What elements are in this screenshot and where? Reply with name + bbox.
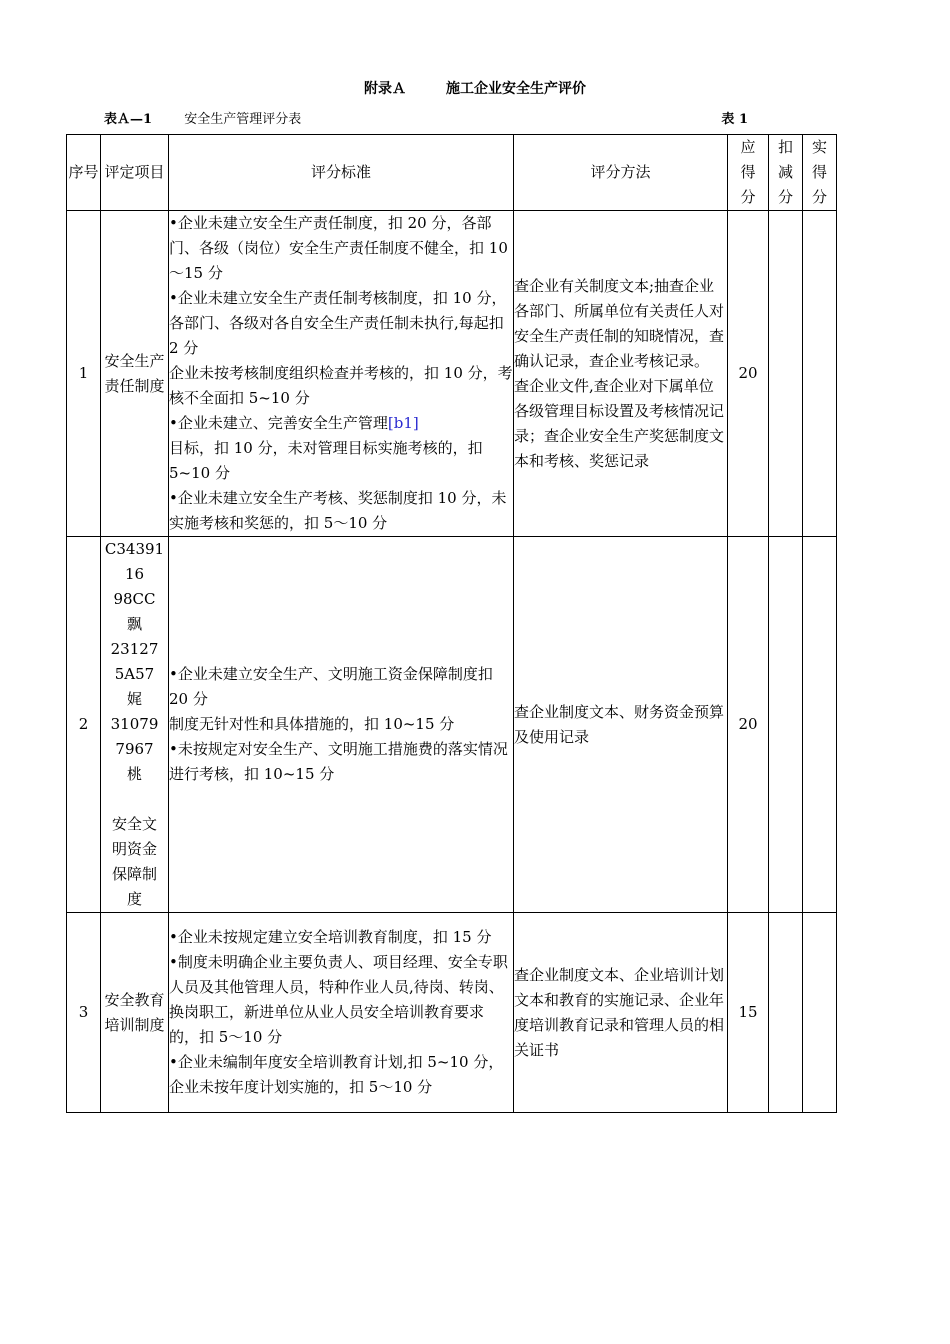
header-method: 评分方法 (514, 135, 728, 211)
document-title (0, 78, 950, 98)
appendix-title: 施工企业安全生产评价 (446, 81, 586, 97)
row-item: 安全教育培训制度 (101, 913, 169, 1113)
table-name: 安全生产管理评分表 (184, 112, 302, 127)
row-item: 安全生产责任制度 (101, 211, 169, 537)
row-standard: •企业未按规定建立安全培训教育制度，扣 15 分 •制度未明确企业主要负责人、项目经理、安全专职人员及其他管理人员，特种作业人员,待岗、转岗、换岗职工，新进单位从业人员安全培训教育要求的，扣 5～10 分 •企业未编制年度安全培训教育计划,扣 5~10 分，企业未按年度计划实施的，扣 5～10 分 (169, 913, 514, 1113)
row-deduct-score[interactable] (769, 537, 803, 913)
scoring-table (66, 134, 837, 1113)
header-row (67, 135, 837, 211)
header-deduct-score: 扣 减 分 (769, 135, 803, 211)
row-method: 查企业制度文本、企业培训计划文本和教育的实施记录、企业年度培训教育记录和管理人员的相关证书 (514, 913, 728, 1113)
row-item: C34391 16 98CC 飘 23127 5A57 娓 31079 7967 桃 安全文 明资金 保障制 度 (101, 537, 169, 913)
header-standard: 评分标准 (169, 135, 514, 211)
row-method: 查企业制度文本、财务资金预算及使用记录 (514, 537, 728, 913)
table-number: 表 1 (721, 112, 748, 127)
row-deduct-score[interactable] (769, 913, 803, 1113)
row-due-score: 20 (728, 211, 769, 537)
row-method: 查企业有关制度文本;抽查企业各部门、所属单位有关责任人对安全生产责任制的知晓情况，查确认记录，查企业考核记录。 查企业文件,查企业对下属单位各级管理目标设置及考核情况记录；查企业安全生产奖惩制度文本和考核、奖惩记录 (514, 211, 728, 537)
row-seq: 3 (67, 913, 101, 1113)
header-seq: 序号 (67, 135, 101, 211)
row-actual-score[interactable] (803, 537, 837, 913)
appendix-label: 附录Ａ (364, 81, 406, 97)
comment-marker[interactable]: [b1] (387, 414, 419, 432)
row-seq: 1 (67, 211, 101, 537)
header-actual-score: 实 得 分 (803, 135, 837, 211)
table-row (67, 913, 837, 1113)
row-actual-score[interactable] (803, 211, 837, 537)
header-item: 评定项目 (101, 135, 169, 211)
header-due-score: 应 得 分 (728, 135, 769, 211)
table-row (67, 211, 837, 537)
row-seq: 2 (67, 537, 101, 913)
row-due-score: 20 (728, 537, 769, 913)
row-due-score: 15 (728, 913, 769, 1113)
table-row (67, 537, 837, 913)
table-caption (104, 108, 754, 127)
table-id: 表Ａ—1 (104, 112, 153, 127)
row-standard: •企业未建立安全生产责任制度，扣 20 分，各部门、各级（岗位）安全生产责任制度不健全，扣 10～15 分 •企业未建立安全生产责任制考核制度，扣 10 分，各部门、各级对各自安全生产责任制未执行,每起扣 2 分 企业未按考核制度组织检查并考核的，扣 10 分，考核不全面扣 5~10 分 •企业未建立、完善安全生产管理[b1] 目标，扣 10 分，未对管理目标实施考核的，扣 5~10 分 •企业未建立安全生产考核、奖惩制度扣 10 分，未实施考核和奖惩的，扣 5～10 分 (169, 211, 514, 537)
row-deduct-score[interactable] (769, 211, 803, 537)
row-actual-score[interactable] (803, 913, 837, 1113)
row-standard: •企业未建立安全生产、文明施工资金保障制度扣 20 分 制度无针对性和具体措施的，扣 10~15 分 •未按规定对安全生产、文明施工措施费的落实情况进行考核，扣 10~15 分 (169, 537, 514, 913)
